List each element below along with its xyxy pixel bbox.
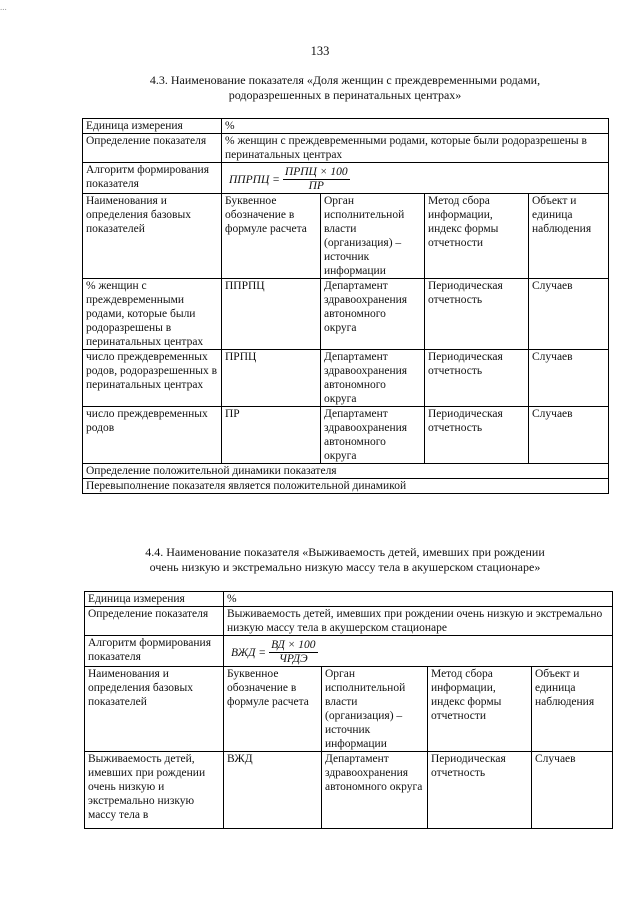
- section-4-3-heading: [80, 73, 610, 103]
- definition-value: % женщин с преждевременными родами, которые были родоразрешены в перинатальных центрах: [222, 134, 609, 163]
- definition-value: Выживаемость детей, имевших при рождении очень низкую и экстремально низкую массу тела в акушерском стационаре: [224, 607, 613, 636]
- header-object: Объект и единица наблюдения: [532, 667, 613, 752]
- formula: [231, 639, 318, 666]
- formula-fraction: [269, 639, 318, 666]
- row-name: число преждевременных родов: [83, 407, 222, 464]
- row-method: Периодическая отчетность: [425, 407, 529, 464]
- unit-row: [85, 592, 613, 607]
- table-row: [83, 279, 609, 350]
- header-organ: Орган исполнительной власти (организация) – источник информации: [322, 667, 428, 752]
- definition-row: [83, 134, 609, 163]
- heading-line: 4.3. Наименование показателя «Доля женщин с преждевременными родами,: [149, 73, 541, 87]
- header-method: Метод сбора информации, индекс формы отчетности: [425, 194, 529, 279]
- row-letter: ПРПЦ: [222, 350, 321, 407]
- row-method: Периодическая отчетность: [425, 350, 529, 407]
- header-method: Метод сбора информации, индекс формы отчетности: [428, 667, 532, 752]
- formula-lhs: ВЖД =: [231, 646, 267, 659]
- corner-mark: ...: [0, 2, 7, 12]
- row-name: число преждевременных родов, родоразрешенных в перинатальных центрах: [83, 350, 222, 407]
- header-name: Наименования и определения базовых показателей: [85, 667, 224, 752]
- formula-denominator: ЧРДЭ: [278, 653, 308, 665]
- algorithm-row: [85, 636, 613, 667]
- formula-denominator: ПР: [308, 180, 324, 192]
- unit-label: Единица измерения: [83, 119, 222, 134]
- header-object: Объект и единица наблюдения: [529, 194, 609, 279]
- dynamics-label-row: [83, 464, 609, 479]
- formula-cell: [224, 636, 613, 667]
- formula-fraction: [283, 166, 350, 193]
- row-letter: ПР: [222, 407, 321, 464]
- indicator-table-4-3: [82, 118, 609, 494]
- heading-line: 4.4. Наименование показателя «Выживаемость детей, имевших при рождении: [145, 545, 545, 559]
- algorithm-label: Алгоритм формирования показателя: [85, 636, 224, 667]
- row-object: Случаев: [529, 407, 609, 464]
- row-organ: Департамент здравоохранения автономного округа: [322, 752, 428, 829]
- row-object: Случаев: [529, 350, 609, 407]
- table-row: [85, 752, 613, 829]
- row-method: Периодическая отчетность: [425, 279, 529, 350]
- header-row: [85, 667, 613, 752]
- unit-row: [83, 119, 609, 134]
- header-row: [83, 194, 609, 279]
- formula-cell: [222, 163, 609, 194]
- header-name: Наименования и определения базовых показателей: [83, 194, 222, 279]
- table-row: [83, 407, 609, 464]
- row-object: Случаев: [532, 752, 613, 829]
- row-name: % женщин с преждевременными родами, которые были родоразрешены в перинатальных центрах: [83, 279, 222, 350]
- row-organ: Департамент здравоохранения автономного округа: [321, 407, 425, 464]
- row-letter: ППРПЦ: [222, 279, 321, 350]
- heading-line: родоразрешенных в перинатальных центрах»: [228, 88, 462, 102]
- dynamics-value: Перевыполнение показателя является положительной динамикой: [83, 479, 609, 494]
- heading-line: очень низкую и экстремально низкую массу тела в акушерском стационаре»: [149, 560, 541, 574]
- header-organ: Орган исполнительной власти (организация) – источник информации: [321, 194, 425, 279]
- formula-numerator: ВД × 100: [271, 639, 316, 651]
- definition-row: [85, 607, 613, 636]
- formula-lhs: ППРПЦ =: [229, 173, 280, 186]
- row-method: Периодическая отчетность: [428, 752, 532, 829]
- header-letter: Буквенное обозначение в формуле расчета: [224, 667, 322, 752]
- page-number: 133: [310, 44, 330, 58]
- table-row: [83, 350, 609, 407]
- row-organ: Департамент здравоохранения автономного округа: [321, 350, 425, 407]
- unit-value: %: [224, 592, 613, 607]
- row-letter: ВЖД: [224, 752, 322, 829]
- header-letter: Буквенное обозначение в формуле расчета: [222, 194, 321, 279]
- indicator-table-4-4: [84, 591, 613, 829]
- definition-label: Определение показателя: [83, 134, 222, 163]
- algorithm-label: Алгоритм формирования показателя: [83, 163, 222, 194]
- row-organ: Департамент здравоохранения автономного округа: [321, 279, 425, 350]
- dynamics-label: Определение положительной динамики показателя: [83, 464, 609, 479]
- formula: [229, 166, 350, 193]
- unit-label: Единица измерения: [85, 592, 224, 607]
- unit-value: %: [222, 119, 609, 134]
- section-4-4-heading: [80, 545, 610, 575]
- dynamics-value-row: [83, 479, 609, 494]
- definition-label: Определение показателя: [85, 607, 224, 636]
- algorithm-row: [83, 163, 609, 194]
- formula-numerator: ПРПЦ × 100: [284, 166, 348, 178]
- row-object: Случаев: [529, 279, 609, 350]
- row-name: Выживаемость детей, имевших при рождении очень низкую и экстремально низкую массу тела в: [85, 752, 224, 829]
